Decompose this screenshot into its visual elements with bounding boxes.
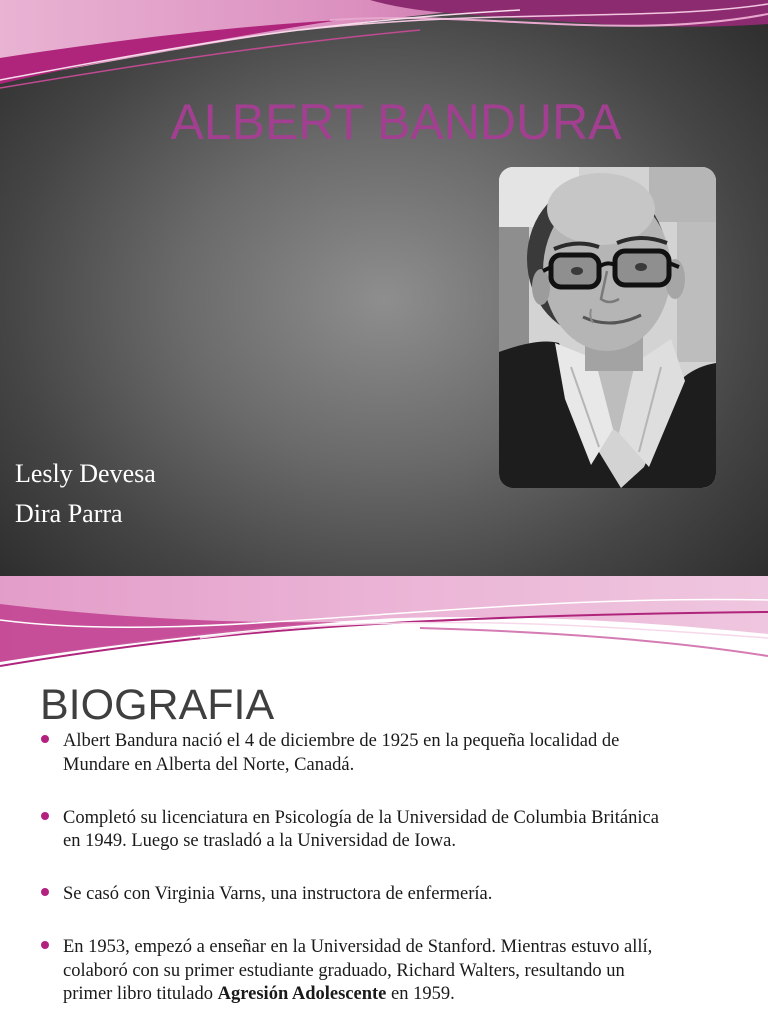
bullet-text-line: Completó su licenciatura en Psicología de la Universidad de Columbia Británica <box>63 807 659 828</box>
bullet-text-line: colaboró con su primer estudiante graduado, Richard Walters, resultando un <box>63 960 625 981</box>
author-name: Lesly Devesa <box>15 459 156 488</box>
portrait-photo <box>499 167 716 488</box>
bullet-text-line: Mundare en Alberta del Norte, Canadá. <box>63 754 355 775</box>
author-name: Dira Parra <box>15 499 123 528</box>
biography-slide <box>0 576 768 1024</box>
bullet-text-line: En 1953, empezó a enseñar en la Universidad de Stanford. Mientras estuvo allí, <box>63 937 653 957</box>
slide-title: ALBERT BANDURA <box>170 94 622 150</box>
text-segment: primer libro titulado <box>63 984 218 1004</box>
bullet-icon <box>41 735 49 743</box>
list-item <box>0 730 768 777</box>
section-heading: BIOGRAFIA <box>40 681 275 729</box>
list-item <box>0 936 768 1007</box>
decorative-swoosh-top <box>0 0 768 92</box>
bullet-list <box>0 730 768 1024</box>
bullet-icon <box>41 941 49 949</box>
book-title: Agresión Adolescente <box>217 984 387 1004</box>
bullet-text-line <box>63 983 768 1007</box>
bullet-text-line: Albert Bandura nació el 4 de diciembre de 1925 en la pequeña localidad de <box>63 731 620 751</box>
text-segment: en 1959. <box>386 984 455 1004</box>
list-item <box>0 883 768 907</box>
bullet-icon <box>41 812 49 820</box>
list-item <box>0 807 768 854</box>
bullet-text-line: en 1949. Luego se trasladó a la Universidad de Iowa. <box>63 831 456 851</box>
bullet-icon <box>41 888 49 896</box>
bullet-text-line: Se casó con Virginia Varns, una instructora de enfermería. <box>63 884 493 904</box>
decorative-swoosh-top <box>0 576 768 672</box>
